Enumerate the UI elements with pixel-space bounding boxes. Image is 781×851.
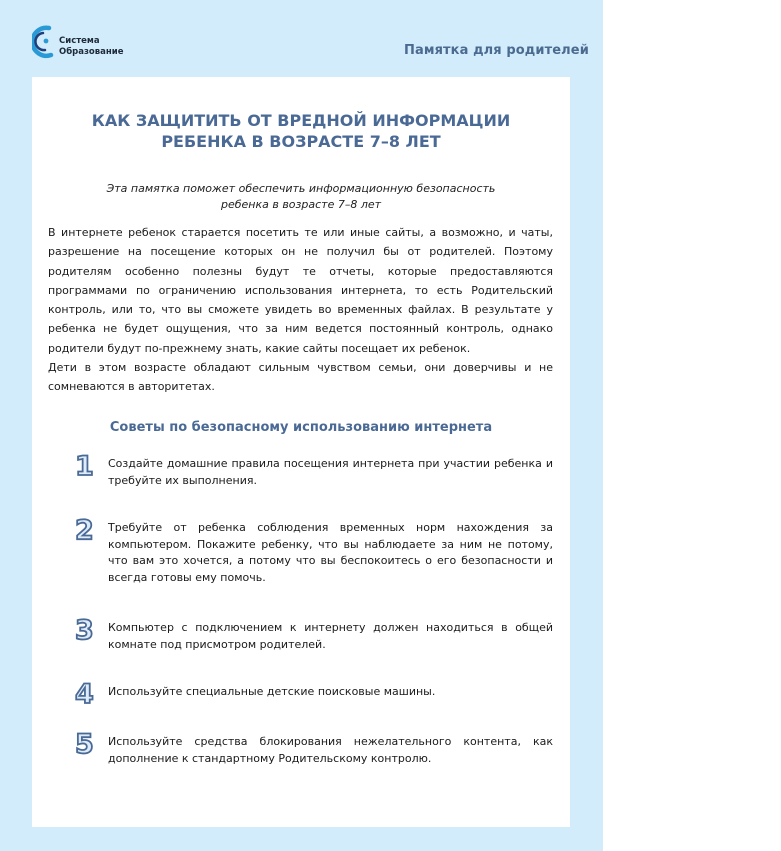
tip-number-1: 1 [75, 451, 94, 482]
tip-text-5: Используйте средства блокирования нежелательного контента, как дополнение к стандартному Родительскому контролю. [108, 735, 553, 765]
document-subtitle [32, 181, 570, 212]
brand-name-line1: Система [59, 36, 100, 46]
tips-heading: Советы по безопасному использованию интернета [109, 420, 493, 435]
document-subtitle-line2: ребенка в возрасте 7–8 лет [220, 197, 382, 211]
tip-text-4: Используйте специальные детские поисковые машины. [108, 685, 436, 698]
document-title-line1: КАК ЗАЩИТИТЬ ОТ ВРЕДНОЙ ИНФОРМАЦИИ [91, 111, 511, 130]
document-title-line2: РЕБЕНКА В ВОЗРАСТЕ 7–8 ЛЕТ [161, 132, 441, 151]
intro-text [48, 223, 553, 397]
brand-name [59, 36, 123, 57]
intro-paragraph-1: В интернете ребенок старается посетить те или иные сайты, а возможно, и чаты, разрешение на посещение которых он не получил бы от родителей. Поэтому родителям особенно полезны будут те отчеты, которые предоставляются программами по ограничению использования интернета, то есть Родительский контроль, или то, что вы сможете увидеть во временных файлах. В результате у ребенка не будет ощущения, что за ним ведется постоянный контроль, однако родители будут по-прежнему знать, какие сайты посещает их ребенок. [48, 226, 553, 355]
tip-number-2: 2 [75, 515, 94, 546]
tip-text-2: Требуйте от ребенка соблюдения временных норм нахождения за компьютером. Покажите ребенку, что вы наблюдаете за ним не потому, что вам это хочется, а потому что вы беспокоитесь о его безопасности и всегда готовы ему помочь. [108, 521, 553, 584]
document-content [32, 77, 570, 827]
tip-number-5: 5 [75, 729, 94, 760]
brand-name-line2: Образование [59, 46, 124, 57]
document-subtitle-line1: Эта памятка поможет обеспечить информационную безопасность [106, 182, 496, 195]
tip-text-1: Создайте домашние правила посещения интернета при участии ребенка и требуйте их выполнения. [108, 457, 553, 487]
tip-number-3: 3 [75, 615, 94, 646]
brand-logo [32, 24, 152, 64]
globe-logo-icon [32, 24, 58, 60]
tip-number-4: 4 [75, 679, 94, 710]
tip-text-3: Компьютер с подключением к интернету должен находиться в общей комнате под присмотром родителей. [108, 621, 553, 651]
intro-paragraph-2: Дети в этом возрасте обладают сильным чувством семьи, они доверчивы и не сомневаются в авторитетах. [48, 361, 553, 394]
header-title: Памятка для родителей [404, 43, 589, 58]
document-title [32, 110, 570, 152]
